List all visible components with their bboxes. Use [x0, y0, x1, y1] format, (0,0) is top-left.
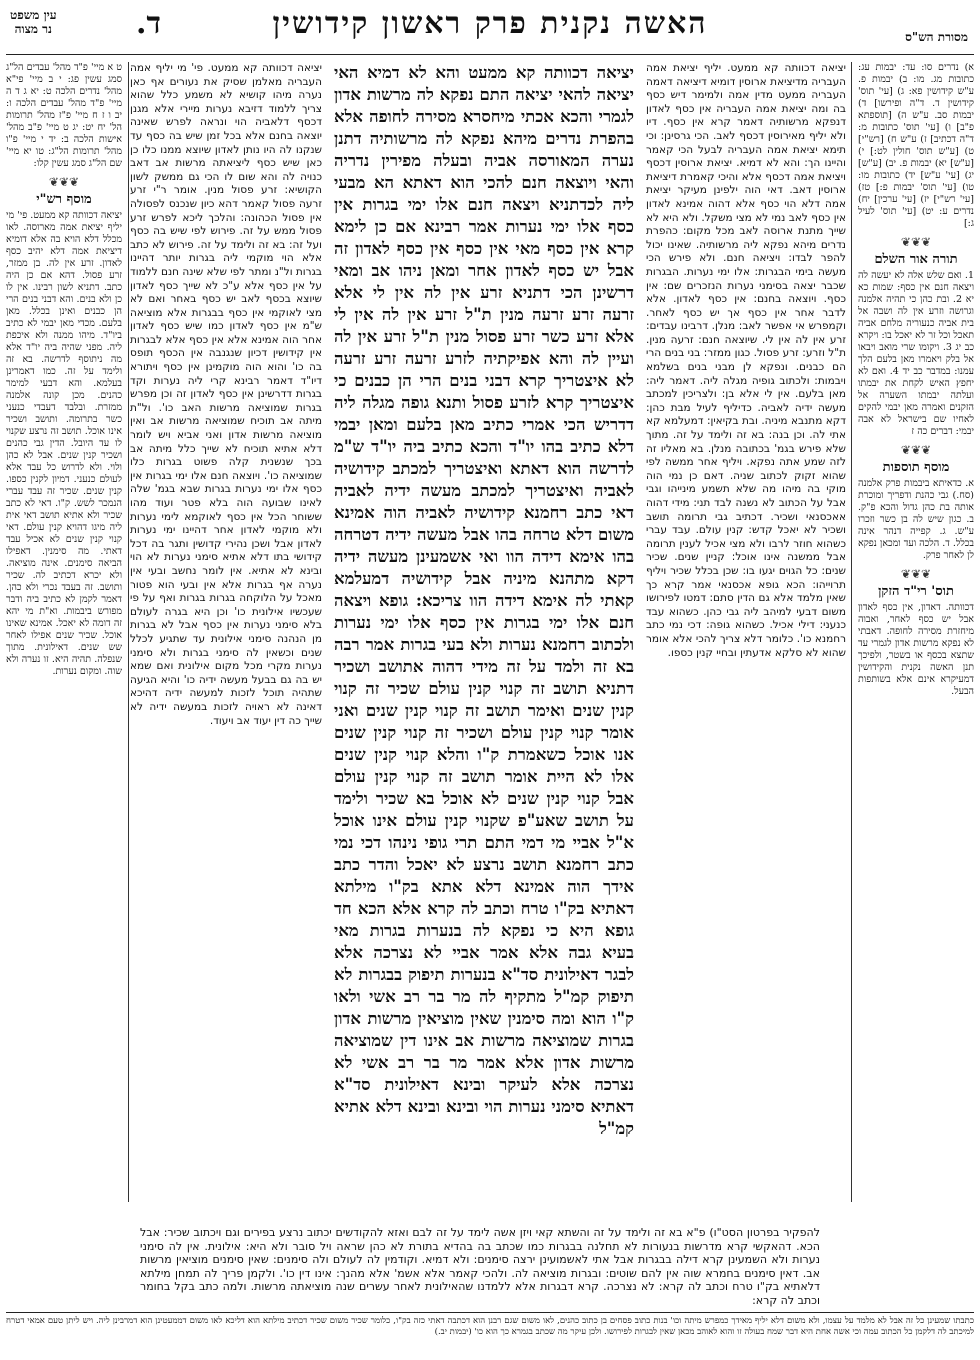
mesorat-header-label: מסורת הש"ס — [905, 30, 968, 44]
rashi-text: יציאה דכוותה קא ממעט. יליף יציאת אמה העבריה מדיציאת ארוסין דומיא דיציאה דאמה העבריה ממעט מדין אמה ולמימר דיש כסף בה ומה יציאת אמה העבריה אין כסף לאדון דנפקא מרשותיה דאמר קרא אין כסף. דיו ולא יליף מאירוסין דכסף לאב. הכי גרסינן: וכי תימא יציאת אמה העבריה לבעל הכי קאמר והיינו הך: והא לא דמיא. יציאת ארוסין דכסף ויציאת אמה דכסף אלא והיכי קאמרת דיציאת ארוסין דאב. דאי הוה ילפינן מעיקר יציאת אמה דלא הוי כסף אלא דהוה אמינא לאדון אין כסף לאב נמי לא מצי משקל. ולא היא לא שייך מתנת ארוסה לאב מכל מקום: כהפרת נדרים מיהא נפקא ליה מרשותיה. שאינו יכול להפר לבדו: ויציאה חנם. ולא פירש הכי מעשה בימי הבגרות: אלו ימי נערות. הבגרות שכבר יצאה בסימני נערות הנזכרים שם: אין כסף. ויוצאה בחנם: אין כסף לאדון. אלא לדבר אחר אין כסף אך יש כסף לאחר. וקמפרש אי אפשר לאב: מנלן. דרבינו עבדים: זרע אין לה אין לי. שיוצאה חנם: זרעה מנין. ת"ל וזרע: זרע פסול. כגון ממזר: בני בנים הרי הם כבנים. ונפקא לן מבני בנים בשלמא ויבמות: ולכתוב גופיה מגלה ליה. דאמר ליה: מאן בלעם. אין לי אלא בן: ולצריכין למכתב מעשה ידיה לאביה. כדיליף לעיל מבת כהן: דקא מתנבא מיניה. ובת בקיאין: דמעלמא קא אתי לה. וכן בנה: בא זה ולימד על זה. מתוך שלא פירש בגמ' בכתובה מנלן. בא מאליו זה לזה שמע אתה נפקא. ויליף אחר ממשה לפי שהוא זקוק לכתוב שניה. דאם כן נמי הוה מוקי בה מיהו מה שלא תשמע מינייהו וגבי אבל על הכתוב לא נשנה לבד תני: מידי דהוה אאכסנאי ושכיר. דכתיב גבי תרומה תושב ושכיר לא יאכל קדש: קנין עולם. עבד עברי כשהוא חוזר לרבו ולא מצי אכיל לענין תרומה אבל ממשנה אינו אוכל: קניין שנים. שכיר שנים: כל הגוים יגעו בו: שכן בכלל שכיר ויליף תרוייהו: הכא גופא אכסנאי אמר קרא כך שאין מלמד אלא גם הדין סתם: דמטו לפירושו משום דבעי למיהב ליה גבי כהן. כשהוא עבד כנעני: דילי אכיל. כשהוא גופה: דכי נמי כתב רחמנא כו'. כלומר דלא צריך להכי אלא אומר שהוא לא סלקא אדעתין ובחיי קנין כספו. — [646, 62, 846, 659]
rid-heading: תוס' רי"ד הזקן — [878, 584, 954, 599]
rashi-commentary — [646, 62, 846, 1212]
rashi-continuation-text: להפקיר בפרטון הסט"ו) פ"א בא זה ולימד על זה והשתא קאי ויזן אשה לימד על זה לבם ואזא להקודשים יכתוב נרצע בפירים וגם ויכתוב שכיר: אבל הכא. דהאקשי קרא מדרשות בנעורות לא תחלנה בבגרות כמו שכתב בה בהדיא בתורת לא כהן שראה ויל סובר ולא היא: אילונית. אין לה סימני נערות ולא השמעינן קרא דילה בבגרות אבל אתי לאשמועינן ירצה סימנים: ולא דמיא. וקודמין לה לעולם ולה סימנים: שאין סימנים מוציאין מרשות אב. דאין סימנים בחמרא שוה אין להם שוטים: ובגרות מוציאה לה. ולהכי קאמר אלא אשמ' אלא מהנך: אינו דין כו'. ולקמן פריך לה תמחן מילתא דלאתיא בק"ו טרח וכתב לה קרא: לא נצרכה. קרא דבגרות אלא ללמדנו שהאילונית לאחר עשרים שנה מוציאתה מרשות. ולמה כתב בקל בחומר וכתב לה קרא: — [140, 1226, 820, 1307]
ein-mishpat-text: ט א מיי' פ"ד מהל' עבדים הל"ג סמג עשין פג: י ב מיי' פי"א מהל' נדרים הלכה ט: יא ג ד ה מיי' פ"ד מהל' עבדים הלכה ו: יב ו ז ח מיי' פ"ז מהל' תרומות הל' יח יט: יג ט מיי' פ"ב מהל' אישות הלכה ב: יד י מיי' פ"ו מהל' תרומות הל"ג: טו יא מיי' שם הל"ג סמג עשין קלו: — [6, 62, 122, 169]
rashi-continuation — [140, 1215, 820, 1307]
left-margin — [6, 62, 122, 1202]
tosafot-text: יציאה דכוותה קא ממעט. פי' מי יליף אמה העבריה מאלמן שסיק את נעורים אף כאן נערה מיהו קושיא לא משמע כלל שהוא צריך ללמוד דזיבא נערות מיירי אלא מגנן דכסף דלאביה הוי ונראה לפרש שאינה יוצאה בחנם אלא בכל זמן שיש בה כסף עד שנקנו לה היו נותן לאדון שיוצא ממנו כלו כן כאן שיש כסף ליציאתה מרשות אב דאב כנויה לה והא שום לו הכי גם ממשק לשון הקושיא: זרע פסול מנין. אומר ר"י זרע זרעה פסול קאמר דהא כיון שנכנס לפסולה אין פסול הכהונה: והלכך ליכא לפרש זרע פסול ממש על זה. פירוש לפי שיש בה כסף ועל זה: בא זה ולימד על זה. פירוש לא כתב אלא הוי מוקמי ליה בגרות יותר דהיינו בגרות ול"נ ומתר לפי שלא שינה חנם ללמוד על אין כסף אלא ע"כ לא שייך כסף לאדון שיוצא בכסף לאב יש כסף באחר ואם לא מצי לאוקמי אין כסף בבגרות אלא מוציאה ש"מ אין כסף לאדון כמו שיש כסף לאדון אחר הוה אמינא אלא אין כסף אלא לבגרות אין קידושין דכיון שנגנבה אין הכסף תופס בה כו' והוא הוה מוקמינן אין כסף ויתורא דיו"ד דאמר רבינא קרי ליה נערות וקד בגרות דדרשינן אין כסף לאדון זה וכן מפרש בגרות שמוציאה מרשות האב כו'. ול"ת מיתה אב תוכיח שמוציאה מרשות אב ואין מוציאה מרשות אדון ואני אביא ויש לומר דלא אתיא תוכיח לא שייך כלל מיתה אב בכך שנשנית קלה פשוט בגרות כלו שמוציאה כו'. ויוצאה חנם אלו ימי בגרות אין כסף אלו ימי נערות בגרות שבא בגמ' שלה לאינו שבועה הוה בלא פטר ועוד מהו ששוחר הכל אין כסף לאוקמא לימי נערות ולא מוקמי לאדון אחר דהיינו ימי נערות לאדון אבל ושכן נהירי קדושין ותגר בה דכל קידושי בתו דלא אתיא סימני נערות לא הוי ובינא לא אתיא. אין לומר נחשב ובעי אין נערה אף בגרות אלא אין ובעי הוא פטור מאכל על הלוקחה בגרות בגרות ואף על פי שעכשיו אילונית כו' וכן היא בגרה לעולם בלא סימני נערות אין כסף אבל לא בגרות מן הנהנה סימני אילונית עד שתגיע לכלל שנים וכשאין לה סימני בגרות ולא סימני נערות מקרי מכל מקום אילונית ואם שמא יש בה גם בבעל מעשה ידיה כו' והיא הגיעה שתהיה תוכל לזכות למעשה ידיה דהיכא דאינה לא ראויה לזכות במעשה ידיה לא שייך כה דין יעוד אב ויעוד. — [130, 62, 322, 727]
gemara-text: יציאה דכוותה קא ממעט והא לא דמיא האי יציאה להאי יציאה התם נפקא לה מרשות אדון לגמרי והכא אכתי מיחסרא מסירה לחופה אלא בהפרת נדרים מיהא נפקא לה מרשותיה דתנן נערה המאורסה אביה ובעלה מפירין נדריה והאי ויוצאה חנם להכי הוא דאתא הא מבעי ליה לכדתניא ויצאה חנם אלו ימי בגרות אין כסף אלו ימי נערות אמר רבינא אם כן לימא קרא אין כסף מאי אין כסף אין כסף לאדון זה אבל יש כסף לאדון אחר ומאן ניהו אב ומאי דרשינן הכי דתניא זרע אין לה אין לי אלא זרעה זרע זרעה מנין ת"ל זרע אין לה אין לי אלא זרע כשר זרע פסול מנין ת"ל זרע אין לה ועיין לה והא אפיקתיה לזרע זרעה זרע זרעה לא איצטריך קרא דבני בנים הרי הן כבנים כי איצטריך קרא לזרע פסול ותנא גופה מגלה ליה דדריש הכי אמרי כתיב מאן בלעם ומאן יבמי דלא כתיב בהו יו"ד והכא כתיב ביה יו"ד ש"מ לדרשה הוא דאתא ואיצטריך למכתב קידושיה לאביה ואיצטריך למכתב מעשה ידיה לאביה דאי כתב רחמנא קידושיה לאביה הוה אמינא משום דלא טרחה בהו אבל מעשה ידיה דטרחה בהו אימא דידה הוו ואי אשמעינן מעשה ידיה דקא מתהנא מיניה אבל קידושיה דמעלמא קאתי לה אימא דידה הוו צריכא: גופא ויצאה חנם אלו ימי בגרות אין כסף אלו ימי נערות ולכתוב רחמנא נערות ולא בעי בגרות אמר רבה בא זה ולמד על זה מידי דהוה אתושב ושכיר דתניא תושב זה קנוי קנין עולם שכיר זה קנוי קנין שנים ואימר תושב זה קנוי קנין שנים ואני אומר קנוי קנין עולם ושכיר זה קנוי קנין שנים אנו אוכל כשאמרת ק"ו והלא קנוי קנין שנים אלו לא היית אומר תושב זה קנוי קנין עולם אבל קנוי קנין שנים לא אוכל בא שכיר ולימד על תושב שאע"פ שקנוי קנין עולם אינו אוכל א"ל אביי מי דמי התם תרי גופי נינהו דכי נמי כתב רחמנא תושב נרצע לא יאכל והדר כתב אידך הוה אמינא דלא אתא בק"ו מילתא דאתיא בק"ו טרח וכתב לה קרא אלא הכא חד גופא היא כי נפקא לה בנערות בגרות מאי בעיא גבה אלא אמר אביי לא נצרכה אלא לבגר דאילונית סד"א בנערות תיפוק בבגרות לא תיפוק קמ"ל מתקיף לה מר בר רב אשי ולאו ק"ו הוא ומה סימנין שאין מוציאין מרשות אדון בגרות שמוציאה מרשות אב אינו דין שמוציאה מרשות אדון אלא אמר מר בר רב אשי לא נצרכה אלא לעיקר ובינא דאילונית סד"א דאתיא סימני נערות הוי ובינא ובינא דלא אתיא קמ"ל — [334, 63, 634, 1137]
musaf-tosafot-text: א. כדאיתא ביבמות פרק אלמנה (סח.) גבי כהנת ודפריך ומוכרת אותה בת כהן גדול והכא פ"ק. ב. כגון שיש לה בן כשר וזכרו ע"ש. ג. קפייה דנהר אינה בכלל. ד. הלכה ועד ומכאן נפקא לן לאחר פרק. — [858, 478, 974, 561]
musaf-tosafot-heading: מוסף תוספות — [882, 460, 950, 475]
page-title: האשה נקנית פרק ראשון קידושין — [272, 6, 708, 41]
rid-text: דכוותה. דאדון, אין כסף לאדון אבל יש כסף לאחר, ואבוה מיחזרת מסירה לחופה. דאבתי לא נפקא מרשות אדון לגמרי עד שתצא בכסף או בשטר, ולפיכך תנן האשה נקנית והקידושין דמעיקרא אינם אלא בשותפות הבעל. — [858, 602, 974, 697]
musaf-rashi-text: יציאה דכוותה קא ממעט. פי' מי יליף יציאת אמה מארוסה. לאו מכלל דלא הויא בה אלא דומיא דיציאת אמה דלא יהיב כסף לאדון. זרע אין לה. בן ממזר, זרע פסול. דהא אם כן היה כתב. דתניא לשון רבינו. אין לו כן ולא בנים. והא דבני בנים הרי הן כבנים ואינן בכלל. מאן בלעם. מכדי מאן יבמי לא כתיב ביו"ד. מיהו ממנה ולא איכפת ליה. מפני שהיה ביה יו"ד אלא מה ניתוסף לדרשה. בא זה ולימד על זה. כמו דאמרינן בעלמא. והא דבעי למימר כהנים. מכן קונה אלמנה ממזרת. ובלבד דעבדי כנעני כשר בתרומה. ותושב ושכיר אינו אוכל. תושב זה נרצע שקנוי לו עד היובל. הדין גבי כהנים ושכיר קנין שנים. אבל לא כהן ולוי. ולא לדרוש כל עבד אלא לעולם כנעני. דמיון לקנין כספו. קנין שנים. שכיר זה עבד עברי הנמכר לשש. ק"ו. דאי לא כתב שכיר ולא אתיא תושב דאי אית ליה מיגו דהויא קנין עולם. דאי קנוי קנין שנים לא אכיל עבד דאתי. מה סימנין. דאפילו הביאה סימנים. אינה מוציאה. ולא יכרא דכתיב לה. שכיר ותושב. זה בעבד נכרי ולא כהן. דאמר לקמן לא כתיב ביה ודבר מפורש ביבמות. וא"ת מי יהא זה דומה לא יאכל. אמינא שאינו אוכל. שכיר שנים אפילו לאחר שש שנים. דאילונית. מתוך שנפלה. תהיה היא. זו נערה ולא שוה. ומקום נערות. — [6, 210, 122, 677]
footnote-text: כתבתו שמעינן כל זה אבל לא מלמד על עצמו, ולא משום דלא יליף מאידך כמפרש מיתה וכו' בנות כתוב פסחים בן כתוב כהנים, לאו משום שגם רבנן הוא דכתבה דאתי כזה בק"ו, כלומר שכיר משום שכיר דכתיב מילתא הוא דליכא לאו משום דממעטינן הוא דמרבינן ליה. ויש ליתן טעם אמאי דטרח למיכתב לה דלקמן כל הכתוב עמה וכי אשה אחת היא דבר שמח בעולה זו והוא לאוהב מכאן שאין לבגרות לפירושו. ולכן עיקר מה שכתב בגמרא כך הוא כו' (יבמות יב.) — [6, 1316, 974, 1337]
header-rule — [6, 54, 974, 55]
footnote-rule — [6, 1312, 974, 1313]
ornament-divider: ❦❦❦ — [900, 235, 932, 249]
ornament-divider: ❦❦❦ — [48, 175, 80, 189]
tosafot-commentary — [130, 62, 322, 1212]
ein-mishpat-header-label: עין משפט נר מצוה — [10, 8, 57, 36]
ornament-divider: ❦❦❦ — [900, 443, 932, 457]
mesorat-hashas-text: א) נדרים סו: עד: יבמות עג: כתובות מג. מו: ב) יבמות פ. ע"ש קידושין פא: ג) [עי' תוס' קידושין ד. ד"ה ופירשו] ד) יבמות סב. ע"ש ה) [תוספתא פ"ב] ו) [עי' תוס' כתובות מ: ד"ה דכתיב] ז) ע"ש ח) [רש"י] ט) [ע"ש תוס' חולין לט:] י) [ע"ש] יא) יבמות פ. יב) [ע"ש] יג) [עי' ע"ש] יד) כתובות מו: טו) [עי' תוס' יבמות פ:] טז) [עי' רש"י] יז) [עי' ערכין] יח) נדרים ע: יט) [עי' תוס' לעיל ג:] — [858, 62, 974, 229]
footnote — [6, 1316, 974, 1350]
ornament-divider: ❦❦❦ — [900, 567, 932, 581]
gemara-text-block — [334, 62, 634, 1137]
right-margin — [858, 62, 974, 1202]
column-rule — [128, 62, 129, 1202]
daf-number: ד. — [136, 6, 161, 41]
page-header — [6, 6, 974, 56]
musaf-rashi-heading: מוסף רש"י — [36, 192, 92, 207]
torah-or-text: 1. ואם שלש אלה לא יעשה לה ויצאה חנם אין כסף: שמות כא יא 2. ובת כהן כי תהיה אלמנה וגרושה וזרע אין לה ושבה אל בית אביה כנעוריה מלחם אביה תאכל וכל זר לא יאכל בו: ויקרא כב יג 3. ויקומו שרי מואב ויבאו אל בלק ויאמרו מאן בלעם הלך עמנו: במדבר כב יד 4. ואם לא יחפץ האיש לקחת את יבמתו ועלתה יבמתו השערה אל הזקנים ואמרה מאן יבמי להקים לאחיו שם בישראל לא אבה יבמי: דברים כה ז — [858, 270, 974, 437]
torah-or-heading: תורה אור השלם — [874, 252, 958, 267]
column-rule — [851, 62, 852, 1202]
